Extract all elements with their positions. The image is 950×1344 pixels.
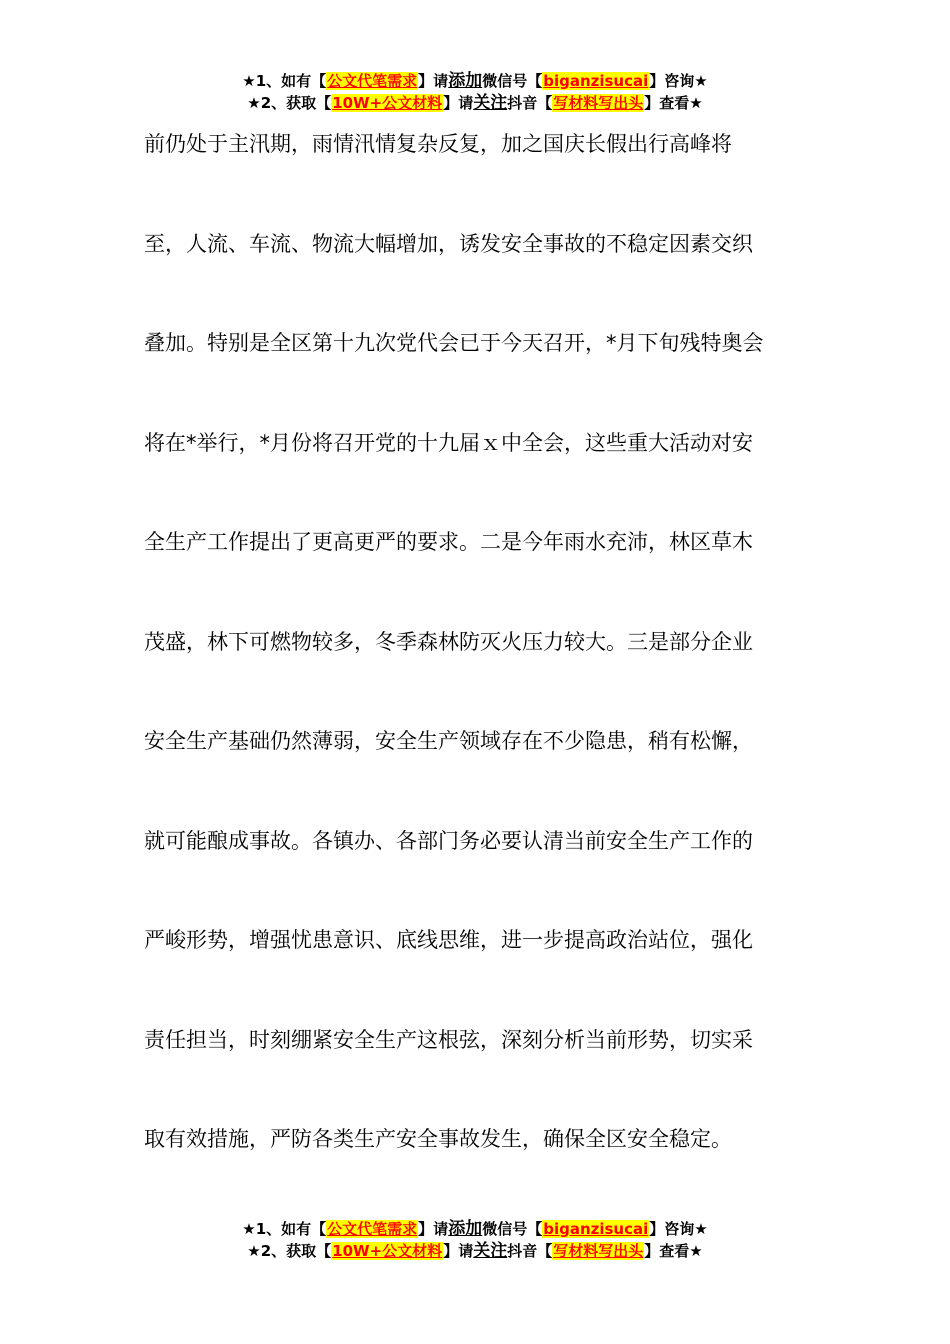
header-line-1: ★1、如有【公文代笔需求】请添加微信号【biganzisucai】咨询★ xyxy=(242,71,708,91)
add-emphasis: 添加 xyxy=(448,71,483,91)
body-line: 将在*举行，*月份将召开党的十九届ｘ中全会，这些重大活动对安 xyxy=(144,430,753,455)
douyin-account-highlight: 写材料写出头 xyxy=(553,94,644,112)
footer-banner xyxy=(0,1218,950,1262)
follow-emphasis: 关注 xyxy=(473,1241,508,1261)
ghostwriting-highlight: 公文代笔需求 xyxy=(327,1220,418,1238)
body-line: 茂盛，林下可燃物较多，冬季森林防灭火压力较大。三是部分企业 xyxy=(144,629,753,654)
body-line: 责任担当，时刻绷紧安全生产这根弦，深刻分析当前形势，切实采 xyxy=(144,1027,753,1052)
materials-highlight: 10W+公文材料 xyxy=(332,94,443,112)
body-line: 全生产工作提出了更高更严的要求。二是今年雨水充沛，林区草木 xyxy=(144,530,753,554)
header-line-2: ★2、获取【10W+公文材料】请关注抖音【写材料写出头】查看★ xyxy=(247,93,703,113)
wechat-id-highlight: biganzisucai xyxy=(543,72,649,90)
body-line: 严峻形势，增强忧患意识、底线思维，进一步提高政治站位，强化 xyxy=(144,928,753,952)
document-body xyxy=(144,128,814,1223)
body-line: 取有效措施，严防各类生产安全事故发生，确保全区安全稳定。 xyxy=(144,1127,732,1151)
follow-emphasis: 关注 xyxy=(473,93,508,113)
body-line: 就可能酿成事故。各镇办、各部门务必要认清当前安全生产工作的 xyxy=(144,828,753,853)
douyin-account-highlight: 写材料写出头 xyxy=(553,1242,644,1260)
body-line: 安全生产基础仍然薄弱，安全生产领域存在不少隐患，稍有松懈， xyxy=(144,729,753,753)
footer-line-1: ★1、如有【公文代笔需求】请添加微信号【biganzisucai】咨询★ xyxy=(242,1219,708,1239)
body-line: 前仍处于主汛期，雨情汛情复杂反复，加之国庆长假出行高峰将 xyxy=(144,132,732,156)
footer-line-2: ★2、获取【10W+公文材料】请关注抖音【写材料写出头】查看★ xyxy=(247,1241,703,1261)
ghostwriting-highlight: 公文代笔需求 xyxy=(327,72,418,90)
body-line: 至，人流、车流、物流大幅增加，诱发安全事故的不稳定因素交织 xyxy=(144,231,753,256)
add-emphasis: 添加 xyxy=(448,1219,483,1239)
wechat-id-highlight: biganzisucai xyxy=(543,1220,649,1238)
body-line: 叠加。特别是全区第十九次党代会已于今天召开，*月下旬残特奥会 xyxy=(144,331,764,355)
materials-highlight: 10W+公文材料 xyxy=(332,1242,443,1260)
